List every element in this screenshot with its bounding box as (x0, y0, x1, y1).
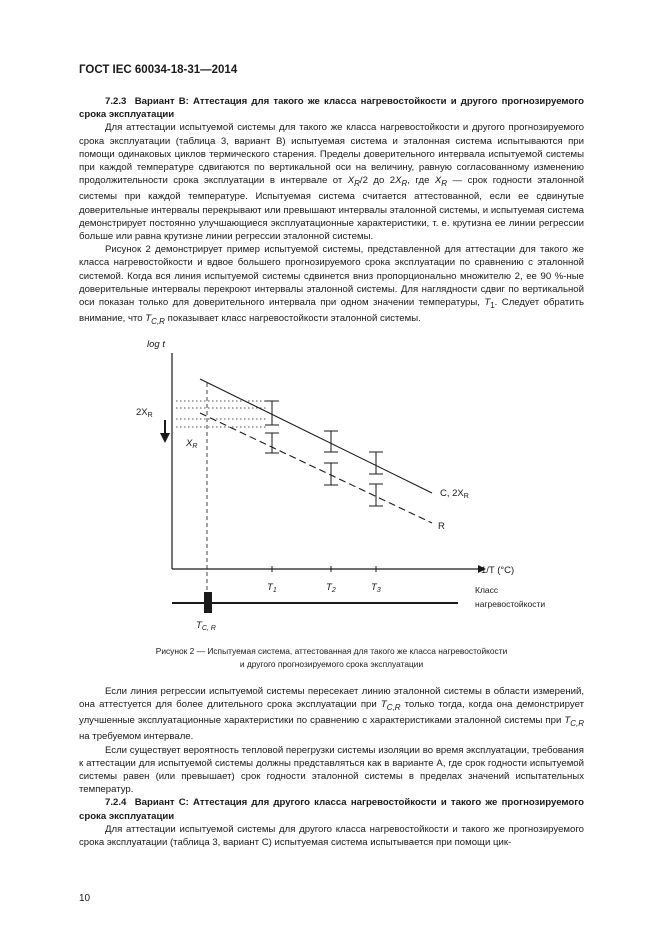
error-bar-test-t1 (265, 401, 279, 425)
tick-label-t1: $T_1$ (267, 582, 277, 594)
heading-text: Вариант В: Аттестация для такого же класса нагревостойкости и другого прогнозируемого срока эксплуатации (79, 96, 584, 121)
label-xr: $X_R$ (186, 438, 198, 450)
error-bar-ref-t2 (324, 463, 338, 485)
tcr-marker (204, 592, 212, 613)
error-bar-ref-t3 (369, 484, 383, 506)
paragraph-4: Если существует вероятность тепловой перегрузки системы изоляции во время эксплуатации, требования к аттестации для испытуемой системы должны представляться как в варианте А, где срок годности испытуемой системы равен (или превышает) срок годности эталонной системы в пределах значений испытательных температур. (79, 744, 584, 796)
heading-number: 7.2.3 (105, 96, 127, 107)
paragraph-5: Для аттестации испытуемой системы для другого класса нагревостойкости и такого же прогнозируемого срока эксплуатации (таблица 3, вариант С) испытуемая система испытывается при помощи цик- (79, 823, 584, 849)
section-heading (79, 95, 584, 121)
figure-2 (0, 335, 661, 635)
paragraph-2: Рисунок 2 демонстрирует пример испытуемой системы, представленной для аттестации для такого же класса нагревостойкости и вдвое большего прогнозируемого срока эксплуатации по сравнению с эталонной системой. Когда вся линия испытуемой системы сдвинется вниз пропорционально множителю 2, ее 90 %-ные доверительные интервалы перекроют интервалы эталонной системы. Для наглядности сдвиг по вертикальной оси показан только для доверительного интервала при одном значении температуры, $T_1$. Следует обратить внимание, что $T_{C,R}$ показывает класс нагревостойкости эталонной системы. (79, 244, 584, 326)
class-label-line2: нагревостойкости (475, 599, 546, 609)
page-number: 10 (79, 893, 91, 904)
class-label-line1: Класс (475, 585, 499, 595)
line-test-label: C, $2X_R$ (440, 488, 469, 500)
paragraph-3: Если линия регрессии испытуемой системы пересекает линию эталонной системы в области измерений, она аттестуется для более длительного срока эксплуатации при $T_{C,R}$ только тогда, когда она демонстрирует улучшенные эксплуатационные характеристики по сравнению с характеристиками эталонной системы при $T_{C,R}$ на требуемом интервале. (79, 686, 584, 743)
figure-caption: Рисунок 2 — Испытуемая система, аттестованная для такого же класса нагревостойкости и другого прогнозируемого срока эксплуатации (155, 646, 508, 669)
tick-label-t3: $T_3$ (371, 582, 381, 594)
line-test-system (200, 379, 432, 493)
section-heading-7-2-4: 7.2.4 Вариант С: Аттестация для другого класса нагревостойкости и такого же прогнозируемого срока эксплуатации (79, 797, 584, 822)
label-2xr: $2X_R$ (136, 407, 153, 419)
tick-label-t2: $T_2$ (326, 582, 336, 594)
x-axis-label: 1/T (°C) (481, 565, 515, 576)
line-reference-system (200, 413, 432, 523)
paragraph-1: Для аттестации испытуемой системы для такого же класса нагревостойкости и другого прогнозируемого срока эксплуатации (таблица 3, вариант В) испытуемая система и эталонная система испытываются при помощи одинаковых циклов термического старения. Пределы доверительного интервала испытуемой системы при каждой температуре сдвигаются по вертикальной оси на величину, равную согласованному изменению продолжительности срока эксплуатации в интервале от $X_R/2$ до $2X_R$, где $X_R$ — срок годности эталонной системы при каждой температуре. Испытуемая система считается аттестованной, если ее сдвинутые доверительные интервалы перекрывают или превышают интервалы эталонной системы, и испытуемая система демонстрирует постоянно улучшающиеся эксплуатационные характеристики, т. е. крутизна ее линии регрессии больше или равна крутизне линии регрессии эталонной системы. (79, 122, 585, 242)
tcr-label: $T_{C, R}$ (196, 620, 216, 632)
document-header: ГОСТ IEC 60034-18-31—2014 (79, 64, 238, 76)
after-figure-text (79, 685, 584, 849)
error-bar-ref-t1 (265, 433, 279, 453)
y-axis-label: log t (147, 339, 165, 350)
line-ref-label: R (438, 521, 445, 532)
shift-arrow-head (160, 433, 170, 443)
section-7-2-3 (79, 95, 584, 328)
